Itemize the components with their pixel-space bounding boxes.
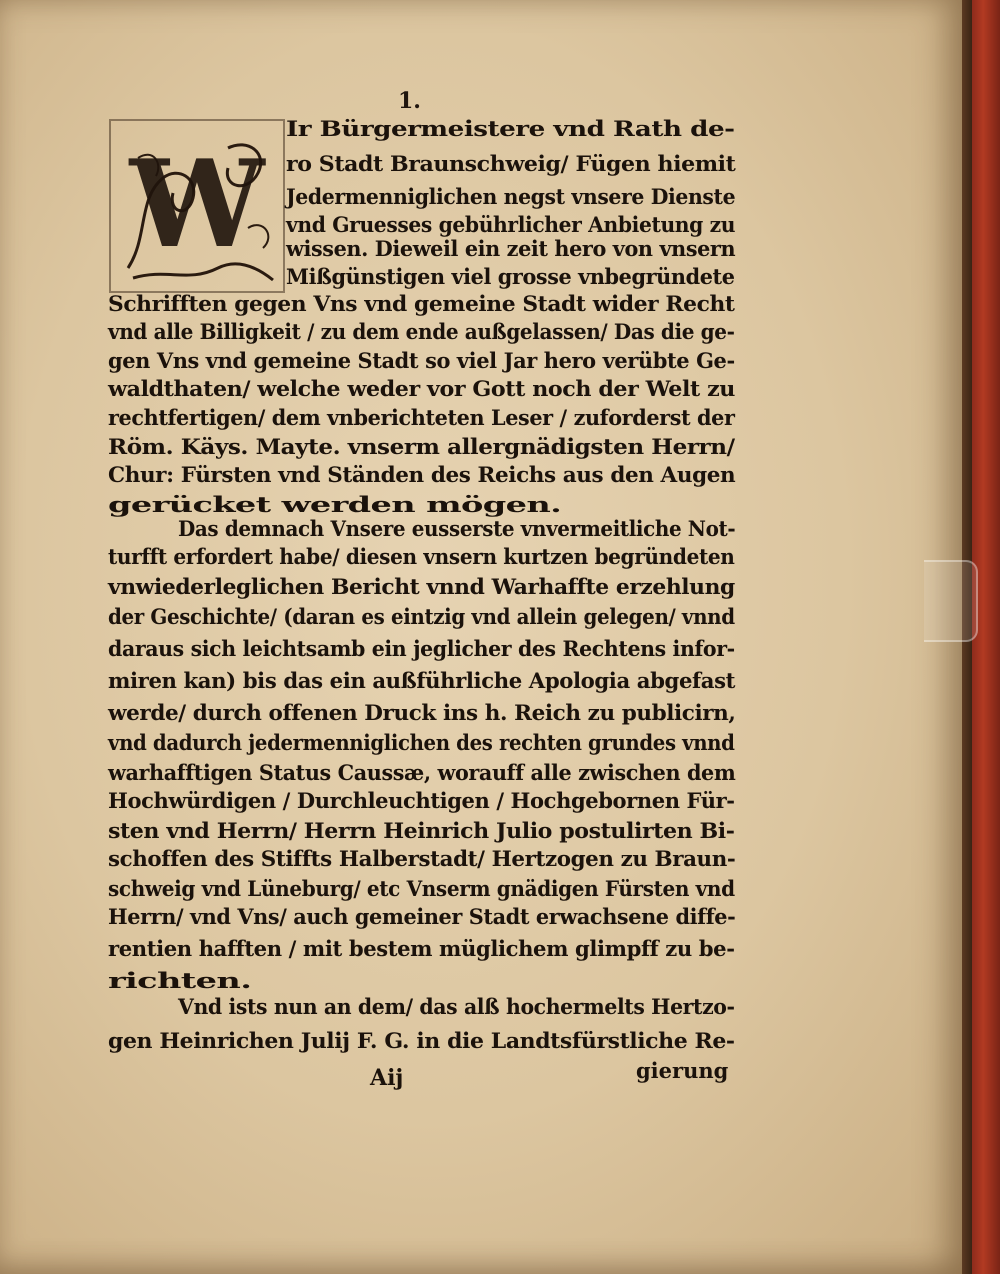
text-line: gen Heinrichen Julij F. G. in die Landtsfürstliche Re-	[108, 1028, 735, 1053]
text-line: richten.	[108, 968, 252, 993]
text-line: Schrifften gegen Vns vnd gemeine Stadt wider Recht	[108, 291, 735, 316]
text-line: gen Vns vnd gemeine Stadt so viel Jar hero verübte Ge-	[108, 348, 735, 373]
text-line: warhafftigen Status Caussæ, worauff alle zwischen dem	[108, 760, 736, 785]
text-line: gerücket werden mögen.	[108, 492, 562, 517]
text-line: Ir Bürgermeistere vnd Rath de-	[286, 116, 735, 141]
text-line: Das demnach Vnsere eusserste vnvermeitliche Not-	[178, 516, 736, 541]
text-line: Mißgünstigen viel grosse vnbegründete	[286, 264, 735, 289]
signature-mark: Aij	[370, 1065, 404, 1091]
text-line: vnd alle Billigkeit / zu dem ende außgelassen/ Das die ge-	[108, 319, 735, 344]
text-line: sten vnd Herrn/ Herrn Heinrich Julio postulirten Bi-	[108, 818, 735, 843]
text-line: turfft erfordert habe/ diesen vnsern kurtzen begründeten	[108, 544, 735, 569]
text-line: vnwiederleglichen Bericht vnnd Warhaffte erzehlung	[108, 574, 735, 599]
page-number: 1.	[398, 88, 421, 114]
text-line: vnd dadurch jedermenniglichen des rechten grundes vnnd	[108, 730, 735, 755]
red-book-edge	[972, 0, 1000, 1274]
text-line: werde/ durch offenen Druck ins h. Reich zu publicirn,	[108, 700, 736, 725]
text-line: daraus sich leichtsamb ein jeglicher des Rechtens infor-	[108, 636, 735, 661]
text-line: der Geschichte/ (daran es eintzig vnd allein gelegen/ vnnd	[108, 604, 735, 629]
text-line: Herrn/ vnd Vns/ auch gemeiner Stadt erwachsene diffe-	[108, 904, 736, 929]
text-line: ro Stadt Braunschweig/ Fügen hiemit	[286, 151, 736, 176]
text-line: Röm. Käys. Mayte. vnserm allergnädigsten Herrn/	[108, 434, 735, 459]
text-line: schweig vnd Lüneburg/ etc Vnserm gnädigen Fürsten vnd	[108, 876, 735, 901]
text-line: waldthaten/ welche weder vor Gott noch der Welt zu	[108, 376, 735, 401]
text-line: wissen. Dieweil ein zeit hero von vnsern	[286, 236, 736, 261]
text-line: Jedermenniglichen negst vnsere Dienste	[286, 184, 736, 209]
decorated-initial-w-icon	[108, 118, 286, 294]
text-line: Vnd ists nun an dem/ das alß hochermelts Hertzo-	[178, 994, 735, 1019]
text-line: Chur: Fürsten vnd Ständen des Reichs aus den Augen	[108, 462, 736, 487]
text-line: Hochwürdigen / Durchleuchtigen / Hochgebornen Für-	[108, 788, 735, 813]
text-line: schoffen des Stiffts Halberstadt/ Hertzogen zu Braun-	[108, 846, 736, 871]
text-line: rechtfertigen/ dem vnberichteten Leser / zuforderst der	[108, 405, 735, 430]
initial-letter: W	[129, 134, 265, 275]
text-line: miren kan) bis das ein außführliche Apologia abgefast	[108, 668, 736, 693]
text-line: rentien hafften / mit bestem müglichem glimpff zu be-	[108, 936, 735, 961]
catchword: gierung	[636, 1058, 729, 1083]
text-line: vnd Gruesses gebührlicher Anbietung zu	[286, 212, 736, 237]
page-clip-tab	[924, 560, 978, 642]
